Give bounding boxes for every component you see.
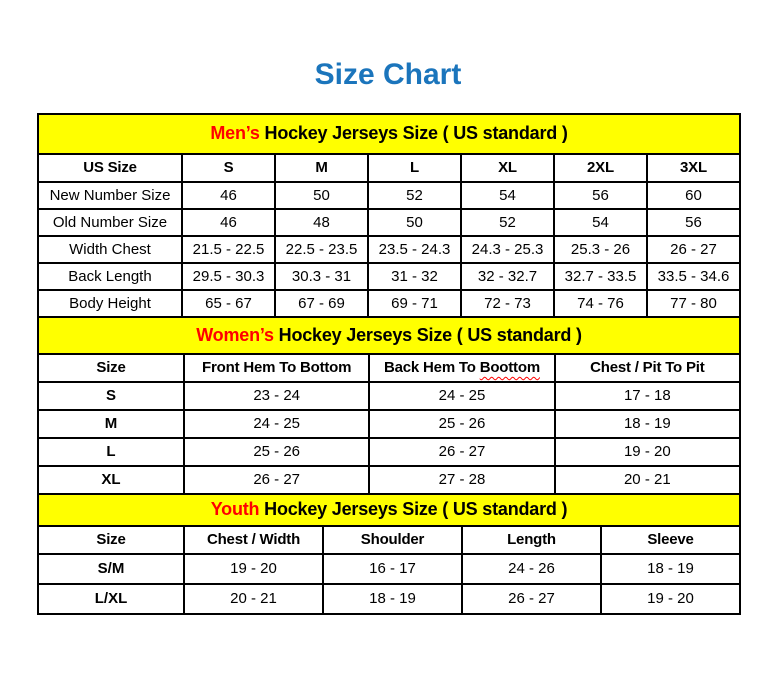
row-label: Body Height	[38, 290, 182, 317]
value-cell: 27 - 28	[369, 466, 554, 494]
value-cell: 19 - 20	[555, 438, 740, 466]
table-row	[38, 209, 740, 236]
column-header: Shoulder	[323, 526, 462, 554]
column-header: XL	[461, 154, 554, 182]
row-label: L	[38, 438, 184, 466]
value-cell: 56	[554, 182, 647, 209]
table-row	[38, 410, 740, 438]
column-header: M	[275, 154, 368, 182]
value-cell: 65 - 67	[182, 290, 275, 317]
row-label: L/XL	[38, 584, 184, 614]
row-label: Width Chest	[38, 236, 182, 263]
table-row	[38, 182, 740, 209]
column-header: S	[182, 154, 275, 182]
value-cell: 22.5 - 23.5	[275, 236, 368, 263]
womens-section-title-text: Hockey Jerseys Size ( US standard )	[278, 324, 582, 345]
value-cell: 72 - 73	[461, 290, 554, 317]
mens-section-header	[38, 114, 740, 154]
value-cell: 18 - 19	[555, 410, 740, 438]
value-cell: 19 - 20	[184, 554, 323, 584]
value-cell: 31 - 32	[368, 263, 461, 290]
value-cell: 30.3 - 31	[275, 263, 368, 290]
value-cell: 67 - 69	[275, 290, 368, 317]
value-cell: 74 - 76	[554, 290, 647, 317]
value-cell: 69 - 71	[368, 290, 461, 317]
value-cell: 26 - 27	[184, 466, 369, 494]
value-cell: 52	[368, 182, 461, 209]
row-label: S/M	[38, 554, 184, 584]
value-cell: 21.5 - 22.5	[182, 236, 275, 263]
value-cell: 52	[461, 209, 554, 236]
youth-section-header	[38, 494, 740, 526]
column-header: Size	[38, 526, 184, 554]
mens-size-table	[37, 113, 741, 318]
value-cell: 32 - 32.7	[461, 263, 554, 290]
row-label: New Number Size	[38, 182, 182, 209]
value-cell: 26 - 27	[369, 438, 554, 466]
value-cell: 23.5 - 24.3	[368, 236, 461, 263]
value-cell: 54	[554, 209, 647, 236]
value-cell: 77 - 80	[647, 290, 740, 317]
value-cell: 24 - 25	[369, 382, 554, 410]
table-row	[38, 236, 740, 263]
womens-section-title-highlight: Women’s	[196, 324, 274, 345]
row-label: XL	[38, 466, 184, 494]
value-cell: 46	[182, 182, 275, 209]
column-header: L	[368, 154, 461, 182]
value-cell: 20 - 21	[184, 584, 323, 614]
column-header: Length	[462, 526, 601, 554]
page-title: Size Chart	[314, 58, 462, 91]
womens-column-header-row	[38, 354, 740, 382]
size-chart	[37, 113, 741, 615]
value-cell: 20 - 21	[555, 466, 740, 494]
value-cell: 25 - 26	[184, 438, 369, 466]
value-cell: 54	[461, 182, 554, 209]
value-cell: 18 - 19	[601, 554, 740, 584]
column-header	[369, 354, 554, 382]
table-row	[38, 438, 740, 466]
table-row	[38, 584, 740, 614]
value-cell: 24 - 26	[462, 554, 601, 584]
youth-size-table	[37, 493, 741, 615]
mens-section-title-highlight: Men’s	[210, 123, 260, 143]
value-cell: 56	[647, 209, 740, 236]
womens-section-title	[38, 317, 740, 354]
value-cell: 23 - 24	[184, 382, 369, 410]
column-header: Size	[38, 354, 184, 382]
value-cell: 26 - 27	[647, 236, 740, 263]
mens-section-title-text: Hockey Jerseys Size ( US standard )	[264, 123, 568, 143]
value-cell: 48	[275, 209, 368, 236]
mens-column-header-row	[38, 154, 740, 182]
value-cell: 50	[275, 182, 368, 209]
misspelled-word: Boottom	[479, 359, 540, 376]
value-cell: 50	[368, 209, 461, 236]
value-cell: 19 - 20	[601, 584, 740, 614]
mens-section-title	[38, 114, 740, 154]
table-row	[38, 382, 740, 410]
value-cell: 32.7 - 33.5	[554, 263, 647, 290]
table-row	[38, 290, 740, 317]
youth-column-header-row	[38, 526, 740, 554]
row-label: M	[38, 410, 184, 438]
row-label: Back Length	[38, 263, 182, 290]
table-row	[38, 466, 740, 494]
value-cell: 24.3 - 25.3	[461, 236, 554, 263]
value-cell: 18 - 19	[323, 584, 462, 614]
column-header: Sleeve	[601, 526, 740, 554]
column-header: Chest / Pit To Pit	[555, 354, 740, 382]
column-header: 3XL	[647, 154, 740, 182]
column-header: US Size	[38, 154, 182, 182]
column-header: 2XL	[554, 154, 647, 182]
youth-section-title-highlight: Youth	[210, 499, 260, 519]
column-header: Chest / Width	[184, 526, 323, 554]
value-cell: 29.5 - 30.3	[182, 263, 275, 290]
value-cell: 26 - 27	[462, 584, 601, 614]
womens-section-header	[38, 317, 740, 354]
womens-size-table	[37, 316, 741, 495]
value-cell: 25 - 26	[369, 410, 554, 438]
value-cell: 60	[647, 182, 740, 209]
value-cell: 16 - 17	[323, 554, 462, 584]
table-row	[38, 263, 740, 290]
row-label: S	[38, 382, 184, 410]
value-cell: 25.3 - 26	[554, 236, 647, 263]
value-cell: 24 - 25	[184, 410, 369, 438]
youth-section-title	[38, 494, 740, 526]
row-label: Old Number Size	[38, 209, 182, 236]
value-cell: 33.5 - 34.6	[647, 263, 740, 290]
value-cell: 46	[182, 209, 275, 236]
value-cell: 17 - 18	[555, 382, 740, 410]
column-header-text: Back Hem To	[384, 359, 476, 376]
table-row	[38, 554, 740, 584]
column-header: Front Hem To Bottom	[184, 354, 369, 382]
youth-section-title-text: Hockey Jerseys Size ( US standard )	[264, 499, 568, 519]
